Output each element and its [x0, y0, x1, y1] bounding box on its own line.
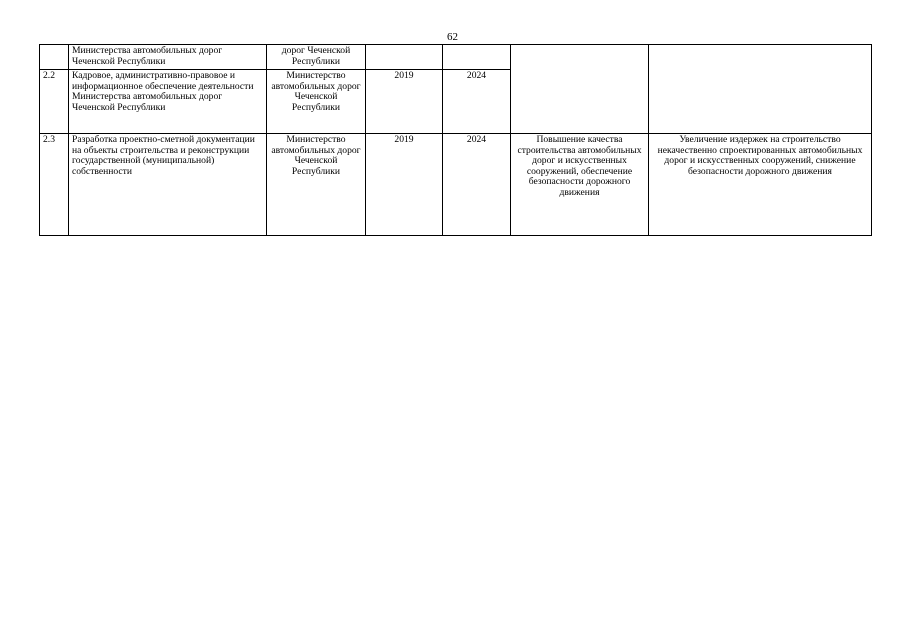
- activity-name: Кадровое, административно-правовое и информационное обеспечение деятельности Министерства автомобильных дорог Чеченской Республики: [69, 70, 267, 134]
- row-number: [40, 45, 69, 70]
- expected-result: Повышение качества строительства автомобильных дорог и искусственных сооружений, обеспечение безопасности дорожного движения: [511, 134, 649, 236]
- row-number: 2.3: [40, 134, 69, 236]
- program-activities-table: [39, 44, 872, 236]
- table-row: [40, 134, 872, 236]
- start-year: 2019: [366, 70, 443, 134]
- activity-name: Министерства автомобильных дорог Чеченской Республики: [69, 45, 267, 70]
- start-year: 2019: [366, 134, 443, 236]
- table-row: [40, 45, 872, 70]
- executor: Министерство автомобильных дорог Чеченской Республики: [267, 70, 366, 134]
- executor: дорог Чеченской Республики: [267, 45, 366, 70]
- activity-name: Разработка проектно-сметной документации на объекты строительства и реконструкции государственной (муниципальной) собственности: [69, 134, 267, 236]
- non-implementation-consequence: Увеличение издержек на строительство некачественно спроектированных автомобильных дорог и искусственных сооружений, снижение безопасности дорожного движения: [649, 134, 872, 236]
- start-year: [366, 45, 443, 70]
- end-year: 2024: [443, 70, 511, 134]
- executor: Министерство автомобильных дорог Чеченской Республики: [267, 134, 366, 236]
- non-implementation-consequence: [649, 45, 872, 134]
- expected-result: [511, 45, 649, 134]
- end-year: 2024: [443, 134, 511, 236]
- end-year: [443, 45, 511, 70]
- row-number: 2.2: [40, 70, 69, 134]
- page-number: 62: [447, 31, 458, 43]
